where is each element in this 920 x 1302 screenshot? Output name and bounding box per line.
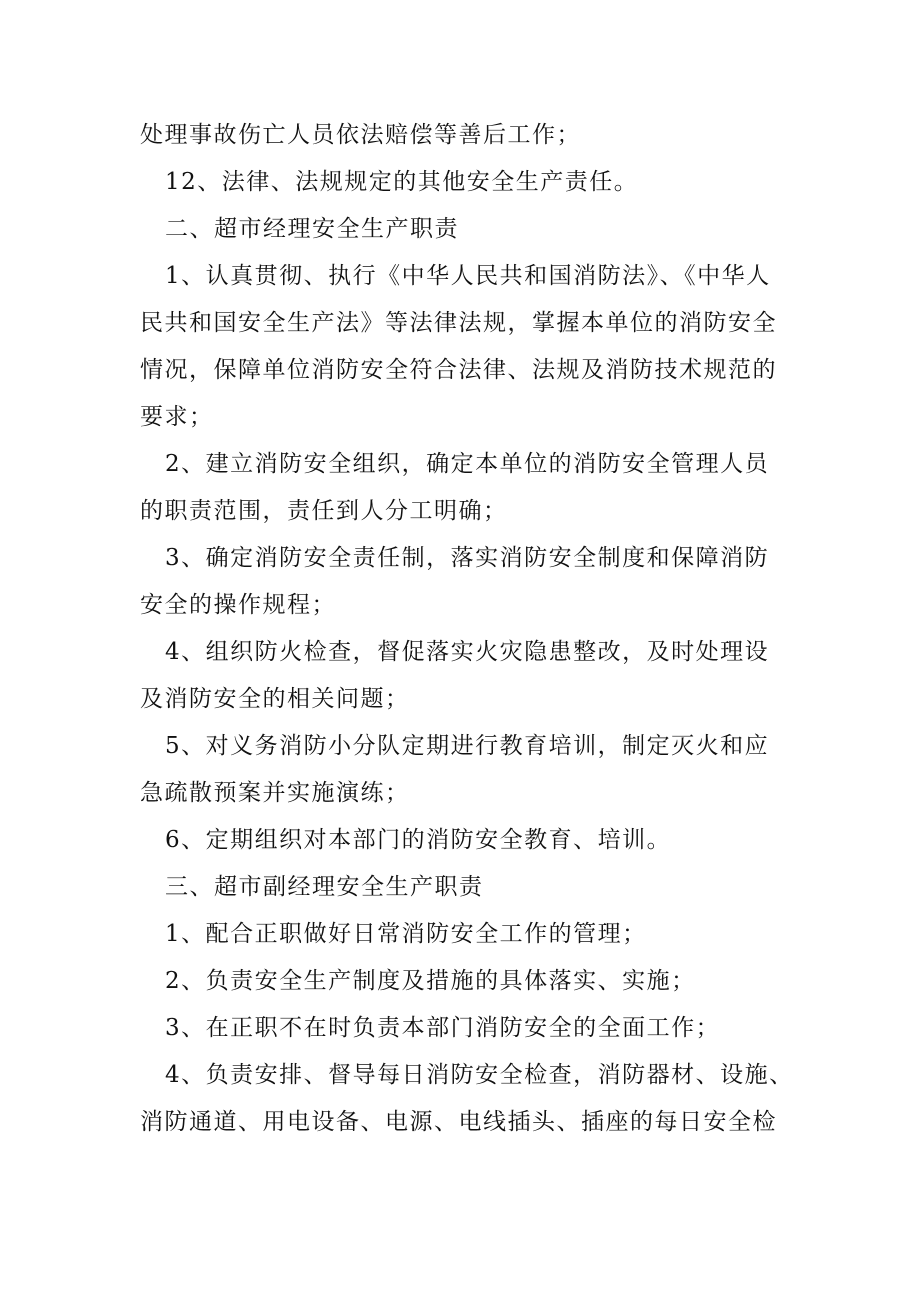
text-line-5: 民共和国安全生产法》等法律法规，掌握本单位的消防安全 [140, 310, 777, 336]
text-line-2: 12、法律、法规规定的其他安全生产责任。 [165, 169, 639, 195]
text-line-1: 处理事故伤亡人员依法赔偿等善后工作； [140, 122, 581, 148]
text-line-20: 3、在正职不在时负责本部门消防安全的全面工作； [165, 1015, 721, 1041]
text-line-15: 急疏散预案并实施演练； [140, 780, 410, 806]
text-line-22: 消防通道、用电设备、电源、电线插头、插座的每日安全检 [140, 1109, 777, 1135]
text-line-21: 4、负责安排、督导每日消防安全检查，消防器材、设施、 [165, 1062, 794, 1088]
text-line-18: 1、配合正职做好日常消防安全工作的管理； [165, 921, 647, 947]
text-line-4: 1、认真贯彻、执行《中华人民共和国消防法》、《中华人 [165, 263, 771, 289]
text-line-7: 要求； [140, 404, 214, 430]
document-body [140, 112, 800, 1146]
text-line-10: 3、确定消防安全责任制，落实消防安全制度和保障消防 [165, 545, 770, 571]
text-line-16: 6、定期组织对本部门的消防安全教育、培训。 [165, 827, 672, 853]
text-line-11: 安全的操作规程； [140, 592, 336, 618]
section-heading-3: 三、超市副经理安全生产职责 [165, 874, 484, 900]
text-line-13: 及消防安全的相关问题； [140, 686, 410, 712]
text-line-6: 情况，保障单位消防安全符合法律、法规及消防技术规范的 [140, 357, 777, 383]
text-line-19: 2、负责安全生产制度及措施的具体落实、实施； [165, 968, 696, 994]
text-line-14: 5、对义务消防小分队定期进行教育培训，制定灭火和应 [165, 733, 770, 759]
section-heading-2: 二、超市经理安全生产职责 [165, 216, 459, 242]
text-line-9: 的职责范围，责任到人分工明确； [140, 498, 508, 524]
text-line-8: 2、建立消防安全组织，确定本单位的消防安全管理人员 [165, 451, 770, 477]
text-line-12: 4、组织防火检查，督促落实火灾隐患整改，及时处理设 [165, 639, 770, 665]
